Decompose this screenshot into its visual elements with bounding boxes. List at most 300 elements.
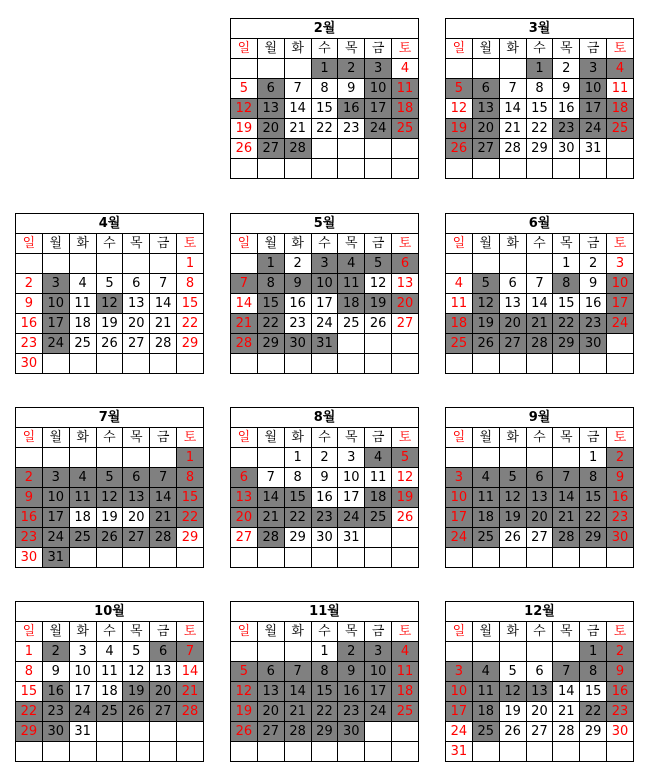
day-cell[interactable]: 3 (365, 59, 392, 79)
day-cell[interactable]: 22 (177, 314, 204, 334)
day-cell[interactable]: 21 (177, 682, 204, 702)
day-cell[interactable]: 8 (311, 79, 338, 99)
day-cell[interactable]: 7 (284, 79, 311, 99)
day-cell[interactable]: 9 (607, 662, 634, 682)
day-cell[interactable]: 3 (69, 642, 96, 662)
day-cell[interactable]: 9 (553, 79, 580, 99)
day-cell[interactable]: 23 (338, 702, 365, 722)
day-cell[interactable]: 24 (365, 702, 392, 722)
day-cell[interactable]: 10 (69, 662, 96, 682)
day-cell[interactable]: 13 (257, 682, 284, 702)
day-cell[interactable]: 9 (607, 468, 634, 488)
day-cell[interactable]: 28 (499, 139, 526, 159)
day-cell[interactable]: 8 (177, 274, 204, 294)
day-cell[interactable]: 17 (42, 508, 69, 528)
day-cell[interactable]: 17 (607, 294, 634, 314)
day-cell[interactable]: 6 (123, 274, 150, 294)
day-cell[interactable]: 5 (96, 274, 123, 294)
day-cell[interactable]: 3 (446, 468, 473, 488)
day-cell[interactable]: 29 (257, 334, 284, 354)
day-cell[interactable]: 23 (284, 314, 311, 334)
day-cell[interactable]: 2 (16, 468, 43, 488)
day-cell[interactable]: 18 (472, 702, 499, 722)
day-cell[interactable]: 19 (96, 508, 123, 528)
day-cell[interactable]: 31 (42, 548, 69, 568)
day-cell[interactable]: 30 (311, 528, 338, 548)
day-cell[interactable]: 29 (177, 528, 204, 548)
day-cell[interactable]: 10 (338, 468, 365, 488)
day-cell[interactable]: 4 (96, 642, 123, 662)
day-cell[interactable]: 5 (365, 254, 392, 274)
day-cell[interactable]: 5 (231, 79, 258, 99)
day-cell[interactable]: 26 (446, 139, 473, 159)
day-cell[interactable]: 22 (16, 702, 43, 722)
day-cell[interactable]: 1 (311, 59, 338, 79)
day-cell[interactable]: 25 (472, 528, 499, 548)
day-cell[interactable]: 25 (472, 722, 499, 742)
day-cell[interactable]: 28 (177, 702, 204, 722)
day-cell[interactable]: 12 (96, 294, 123, 314)
day-cell[interactable]: 10 (607, 274, 634, 294)
day-cell[interactable]: 19 (96, 314, 123, 334)
day-cell[interactable]: 7 (257, 468, 284, 488)
day-cell[interactable]: 5 (499, 662, 526, 682)
day-cell[interactable]: 29 (580, 528, 607, 548)
day-cell[interactable]: 10 (446, 488, 473, 508)
day-cell[interactable]: 12 (231, 682, 258, 702)
day-cell[interactable]: 20 (150, 682, 177, 702)
day-cell[interactable]: 16 (580, 294, 607, 314)
day-cell[interactable]: 3 (42, 274, 69, 294)
day-cell[interactable]: 1 (177, 254, 204, 274)
day-cell[interactable]: 29 (284, 528, 311, 548)
day-cell[interactable]: 21 (553, 702, 580, 722)
day-cell[interactable]: 2 (42, 642, 69, 662)
day-cell[interactable]: 30 (16, 354, 43, 374)
day-cell[interactable]: 19 (123, 682, 150, 702)
day-cell[interactable]: 24 (365, 119, 392, 139)
day-cell[interactable]: 1 (284, 448, 311, 468)
day-cell[interactable]: 5 (472, 274, 499, 294)
day-cell[interactable]: 6 (231, 468, 258, 488)
day-cell[interactable]: 6 (123, 468, 150, 488)
day-cell[interactable]: 8 (177, 468, 204, 488)
day-cell[interactable]: 2 (580, 254, 607, 274)
day-cell[interactable]: 11 (69, 488, 96, 508)
day-cell[interactable]: 18 (69, 508, 96, 528)
day-cell[interactable]: 6 (257, 79, 284, 99)
day-cell[interactable]: 18 (365, 488, 392, 508)
day-cell[interactable]: 19 (499, 702, 526, 722)
day-cell[interactable]: 14 (553, 682, 580, 702)
day-cell[interactable]: 20 (257, 702, 284, 722)
day-cell[interactable]: 8 (284, 468, 311, 488)
day-cell[interactable]: 4 (338, 254, 365, 274)
day-cell[interactable]: 11 (69, 294, 96, 314)
day-cell[interactable]: 30 (42, 722, 69, 742)
day-cell[interactable]: 17 (580, 99, 607, 119)
day-cell[interactable]: 7 (499, 79, 526, 99)
day-cell[interactable]: 14 (231, 294, 258, 314)
day-cell[interactable]: 8 (16, 662, 43, 682)
day-cell[interactable]: 10 (365, 662, 392, 682)
day-cell[interactable]: 2 (284, 254, 311, 274)
day-cell[interactable]: 16 (42, 682, 69, 702)
day-cell[interactable]: 11 (607, 79, 634, 99)
day-cell[interactable]: 20 (526, 702, 553, 722)
day-cell[interactable]: 2 (16, 274, 43, 294)
day-cell[interactable]: 26 (392, 508, 419, 528)
day-cell[interactable]: 2 (338, 59, 365, 79)
day-cell[interactable]: 28 (553, 722, 580, 742)
day-cell[interactable]: 12 (472, 294, 499, 314)
day-cell[interactable]: 24 (607, 314, 634, 334)
day-cell[interactable]: 2 (607, 642, 634, 662)
day-cell[interactable]: 19 (499, 508, 526, 528)
day-cell[interactable]: 19 (231, 702, 258, 722)
day-cell[interactable]: 15 (526, 99, 553, 119)
day-cell[interactable]: 6 (526, 662, 553, 682)
day-cell[interactable]: 13 (257, 99, 284, 119)
day-cell[interactable]: 24 (311, 314, 338, 334)
day-cell[interactable]: 21 (284, 702, 311, 722)
day-cell[interactable]: 21 (150, 314, 177, 334)
day-cell[interactable]: 22 (526, 119, 553, 139)
day-cell[interactable]: 27 (499, 334, 526, 354)
day-cell[interactable]: 6 (499, 274, 526, 294)
day-cell[interactable]: 23 (16, 528, 43, 548)
day-cell[interactable]: 25 (392, 119, 419, 139)
day-cell[interactable]: 12 (365, 274, 392, 294)
day-cell[interactable]: 31 (311, 334, 338, 354)
day-cell[interactable]: 20 (231, 508, 258, 528)
day-cell[interactable]: 27 (150, 702, 177, 722)
day-cell[interactable]: 15 (177, 294, 204, 314)
day-cell[interactable]: 11 (392, 662, 419, 682)
day-cell[interactable]: 11 (96, 662, 123, 682)
day-cell[interactable]: 12 (392, 468, 419, 488)
day-cell[interactable]: 4 (69, 274, 96, 294)
day-cell[interactable]: 3 (311, 254, 338, 274)
day-cell[interactable]: 28 (257, 528, 284, 548)
day-cell[interactable]: 28 (284, 139, 311, 159)
day-cell[interactable]: 15 (16, 682, 43, 702)
day-cell[interactable]: 30 (607, 528, 634, 548)
day-cell[interactable]: 31 (338, 528, 365, 548)
day-cell[interactable]: 7 (284, 662, 311, 682)
day-cell[interactable]: 23 (580, 314, 607, 334)
day-cell[interactable]: 25 (392, 702, 419, 722)
day-cell[interactable]: 23 (607, 702, 634, 722)
day-cell[interactable]: 15 (311, 99, 338, 119)
day-cell[interactable]: 28 (553, 528, 580, 548)
day-cell[interactable]: 24 (42, 334, 69, 354)
day-cell[interactable]: 21 (257, 508, 284, 528)
day-cell[interactable]: 22 (284, 508, 311, 528)
day-cell[interactable]: 9 (284, 274, 311, 294)
day-cell[interactable]: 6 (526, 468, 553, 488)
day-cell[interactable]: 6 (472, 79, 499, 99)
day-cell[interactable]: 6 (392, 254, 419, 274)
day-cell[interactable]: 23 (311, 508, 338, 528)
day-cell[interactable]: 28 (150, 528, 177, 548)
day-cell[interactable]: 18 (392, 682, 419, 702)
day-cell[interactable]: 18 (472, 508, 499, 528)
day-cell[interactable]: 15 (284, 488, 311, 508)
day-cell[interactable]: 16 (607, 682, 634, 702)
day-cell[interactable]: 21 (231, 314, 258, 334)
day-cell[interactable]: 25 (69, 528, 96, 548)
day-cell[interactable]: 15 (580, 682, 607, 702)
day-cell[interactable]: 30 (553, 139, 580, 159)
day-cell[interactable]: 9 (338, 662, 365, 682)
day-cell[interactable]: 2 (338, 642, 365, 662)
day-cell[interactable]: 22 (311, 702, 338, 722)
day-cell[interactable]: 30 (607, 722, 634, 742)
day-cell[interactable]: 22 (553, 314, 580, 334)
day-cell[interactable]: 20 (257, 119, 284, 139)
day-cell[interactable]: 16 (553, 99, 580, 119)
day-cell[interactable]: 8 (526, 79, 553, 99)
day-cell[interactable]: 19 (365, 294, 392, 314)
day-cell[interactable]: 25 (446, 334, 473, 354)
day-cell[interactable]: 21 (150, 508, 177, 528)
day-cell[interactable]: 23 (607, 508, 634, 528)
day-cell[interactable]: 27 (257, 722, 284, 742)
day-cell[interactable]: 15 (553, 294, 580, 314)
day-cell[interactable]: 26 (96, 334, 123, 354)
day-cell[interactable]: 1 (177, 448, 204, 468)
day-cell[interactable]: 25 (365, 508, 392, 528)
day-cell[interactable]: 12 (123, 662, 150, 682)
day-cell[interactable]: 25 (96, 702, 123, 722)
day-cell[interactable]: 17 (69, 682, 96, 702)
day-cell[interactable]: 1 (311, 642, 338, 662)
day-cell[interactable]: 2 (607, 448, 634, 468)
day-cell[interactable]: 11 (338, 274, 365, 294)
day-cell[interactable]: 9 (338, 79, 365, 99)
day-cell[interactable]: 1 (257, 254, 284, 274)
day-cell[interactable]: 16 (338, 682, 365, 702)
day-cell[interactable]: 2 (311, 448, 338, 468)
day-cell[interactable]: 16 (16, 508, 43, 528)
day-cell[interactable]: 20 (123, 314, 150, 334)
day-cell[interactable]: 22 (311, 119, 338, 139)
day-cell[interactable]: 19 (392, 488, 419, 508)
day-cell[interactable]: 29 (526, 139, 553, 159)
day-cell[interactable]: 9 (42, 662, 69, 682)
day-cell[interactable]: 23 (338, 119, 365, 139)
day-cell[interactable]: 13 (526, 488, 553, 508)
day-cell[interactable]: 21 (553, 508, 580, 528)
day-cell[interactable]: 29 (553, 334, 580, 354)
day-cell[interactable]: 3 (42, 468, 69, 488)
day-cell[interactable]: 13 (499, 294, 526, 314)
day-cell[interactable]: 25 (69, 334, 96, 354)
day-cell[interactable]: 14 (526, 294, 553, 314)
day-cell[interactable]: 13 (392, 274, 419, 294)
day-cell[interactable]: 7 (231, 274, 258, 294)
day-cell[interactable]: 20 (499, 314, 526, 334)
day-cell[interactable]: 28 (284, 722, 311, 742)
day-cell[interactable]: 25 (338, 314, 365, 334)
day-cell[interactable]: 8 (553, 274, 580, 294)
day-cell[interactable]: 27 (526, 528, 553, 548)
day-cell[interactable]: 16 (338, 99, 365, 119)
day-cell[interactable]: 8 (580, 468, 607, 488)
day-cell[interactable]: 24 (446, 722, 473, 742)
day-cell[interactable]: 28 (231, 334, 258, 354)
day-cell[interactable]: 17 (365, 682, 392, 702)
day-cell[interactable]: 27 (123, 528, 150, 548)
day-cell[interactable]: 1 (553, 254, 580, 274)
day-cell[interactable]: 10 (365, 79, 392, 99)
day-cell[interactable]: 14 (177, 662, 204, 682)
day-cell[interactable]: 11 (472, 682, 499, 702)
day-cell[interactable]: 25 (607, 119, 634, 139)
day-cell[interactable]: 29 (580, 722, 607, 742)
day-cell[interactable]: 18 (96, 682, 123, 702)
day-cell[interactable]: 21 (526, 314, 553, 334)
day-cell[interactable]: 15 (580, 488, 607, 508)
day-cell[interactable]: 7 (150, 468, 177, 488)
day-cell[interactable]: 1 (16, 642, 43, 662)
day-cell[interactable]: 4 (365, 448, 392, 468)
day-cell[interactable]: 12 (499, 682, 526, 702)
day-cell[interactable]: 22 (580, 702, 607, 722)
day-cell[interactable]: 9 (16, 294, 43, 314)
day-cell[interactable]: 26 (231, 139, 258, 159)
day-cell[interactable]: 24 (338, 508, 365, 528)
day-cell[interactable]: 30 (580, 334, 607, 354)
day-cell[interactable]: 20 (392, 294, 419, 314)
day-cell[interactable]: 1 (580, 642, 607, 662)
day-cell[interactable]: 14 (150, 488, 177, 508)
day-cell[interactable]: 18 (446, 314, 473, 334)
day-cell[interactable]: 15 (311, 682, 338, 702)
day-cell[interactable]: 23 (553, 119, 580, 139)
day-cell[interactable]: 24 (42, 528, 69, 548)
day-cell[interactable]: 4 (392, 642, 419, 662)
day-cell[interactable]: 13 (123, 294, 150, 314)
day-cell[interactable]: 26 (96, 528, 123, 548)
day-cell[interactable]: 4 (392, 59, 419, 79)
day-cell[interactable]: 22 (177, 508, 204, 528)
day-cell[interactable]: 3 (365, 642, 392, 662)
day-cell[interactable]: 1 (526, 59, 553, 79)
day-cell[interactable]: 28 (150, 334, 177, 354)
day-cell[interactable]: 14 (499, 99, 526, 119)
day-cell[interactable]: 24 (69, 702, 96, 722)
day-cell[interactable]: 23 (42, 702, 69, 722)
day-cell[interactable]: 22 (257, 314, 284, 334)
day-cell[interactable]: 10 (42, 488, 69, 508)
day-cell[interactable]: 17 (42, 314, 69, 334)
day-cell[interactable]: 21 (499, 119, 526, 139)
day-cell[interactable]: 5 (96, 468, 123, 488)
day-cell[interactable]: 14 (284, 99, 311, 119)
day-cell[interactable]: 13 (231, 488, 258, 508)
day-cell[interactable]: 27 (231, 528, 258, 548)
day-cell[interactable]: 5 (499, 468, 526, 488)
day-cell[interactable]: 20 (472, 119, 499, 139)
day-cell[interactable]: 13 (150, 662, 177, 682)
day-cell[interactable]: 12 (446, 99, 473, 119)
day-cell[interactable]: 7 (150, 274, 177, 294)
day-cell[interactable]: 10 (446, 682, 473, 702)
day-cell[interactable]: 5 (392, 448, 419, 468)
day-cell[interactable]: 14 (257, 488, 284, 508)
day-cell[interactable]: 18 (69, 314, 96, 334)
day-cell[interactable]: 24 (446, 528, 473, 548)
day-cell[interactable]: 10 (311, 274, 338, 294)
day-cell[interactable]: 20 (123, 508, 150, 528)
day-cell[interactable]: 6 (150, 642, 177, 662)
day-cell[interactable]: 7 (553, 662, 580, 682)
day-cell[interactable]: 4 (472, 468, 499, 488)
day-cell[interactable]: 14 (284, 682, 311, 702)
day-cell[interactable]: 9 (580, 274, 607, 294)
day-cell[interactable]: 4 (472, 662, 499, 682)
day-cell[interactable]: 10 (42, 294, 69, 314)
day-cell[interactable]: 3 (607, 254, 634, 274)
day-cell[interactable]: 8 (311, 662, 338, 682)
day-cell[interactable]: 3 (446, 662, 473, 682)
day-cell[interactable]: 16 (311, 488, 338, 508)
day-cell[interactable]: 26 (499, 722, 526, 742)
day-cell[interactable]: 3 (338, 448, 365, 468)
day-cell[interactable]: 3 (580, 59, 607, 79)
day-cell[interactable]: 30 (284, 334, 311, 354)
day-cell[interactable]: 16 (607, 488, 634, 508)
day-cell[interactable]: 27 (472, 139, 499, 159)
day-cell[interactable]: 14 (150, 294, 177, 314)
day-cell[interactable]: 4 (446, 274, 473, 294)
day-cell[interactable]: 16 (284, 294, 311, 314)
day-cell[interactable]: 15 (177, 488, 204, 508)
day-cell[interactable]: 8 (257, 274, 284, 294)
day-cell[interactable]: 30 (338, 722, 365, 742)
day-cell[interactable]: 27 (257, 139, 284, 159)
day-cell[interactable]: 2 (553, 59, 580, 79)
day-cell[interactable]: 27 (392, 314, 419, 334)
day-cell[interactable]: 17 (446, 508, 473, 528)
day-cell[interactable]: 1 (580, 448, 607, 468)
day-cell[interactable]: 26 (365, 314, 392, 334)
day-cell[interactable]: 5 (123, 642, 150, 662)
day-cell[interactable]: 18 (338, 294, 365, 314)
day-cell[interactable]: 27 (123, 334, 150, 354)
day-cell[interactable]: 21 (284, 119, 311, 139)
day-cell[interactable]: 18 (392, 99, 419, 119)
day-cell[interactable]: 26 (231, 722, 258, 742)
day-cell[interactable]: 26 (472, 334, 499, 354)
day-cell[interactable]: 24 (580, 119, 607, 139)
day-cell[interactable]: 17 (338, 488, 365, 508)
day-cell[interactable]: 13 (472, 99, 499, 119)
day-cell[interactable]: 29 (311, 722, 338, 742)
day-cell[interactable]: 17 (446, 702, 473, 722)
day-cell[interactable]: 15 (257, 294, 284, 314)
day-cell[interactable]: 29 (16, 722, 43, 742)
day-cell[interactable]: 14 (553, 488, 580, 508)
day-cell[interactable]: 19 (231, 119, 258, 139)
day-cell[interactable]: 5 (231, 662, 258, 682)
day-cell[interactable]: 5 (446, 79, 473, 99)
day-cell[interactable]: 7 (177, 642, 204, 662)
day-cell[interactable]: 11 (472, 488, 499, 508)
day-cell[interactable]: 22 (580, 508, 607, 528)
